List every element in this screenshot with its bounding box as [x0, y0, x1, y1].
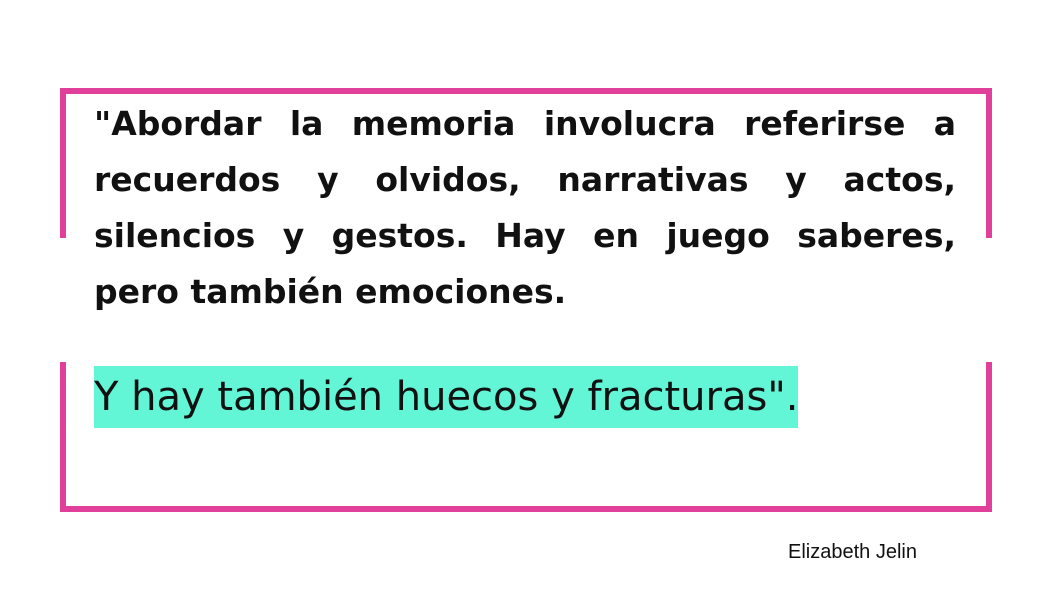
frame-right-lower-border — [986, 362, 992, 512]
frame-top-border — [60, 88, 992, 94]
quote-highlighted-text: Y hay también huecos y fracturas". — [94, 366, 798, 428]
frame-bottom-border — [60, 506, 992, 512]
author-name: Elizabeth Jelin — [788, 541, 917, 563]
frame-left-lower-border — [60, 362, 66, 512]
frame-left-upper-border — [60, 88, 66, 238]
quote-main-text: "Abordar la memoria involucra referirse a recuerdos y olvidos, narrativas y actos, silencios y gestos. Hay en juego saberes, pero también emociones. — [94, 104, 956, 311]
frame-right-upper-border — [986, 88, 992, 238]
